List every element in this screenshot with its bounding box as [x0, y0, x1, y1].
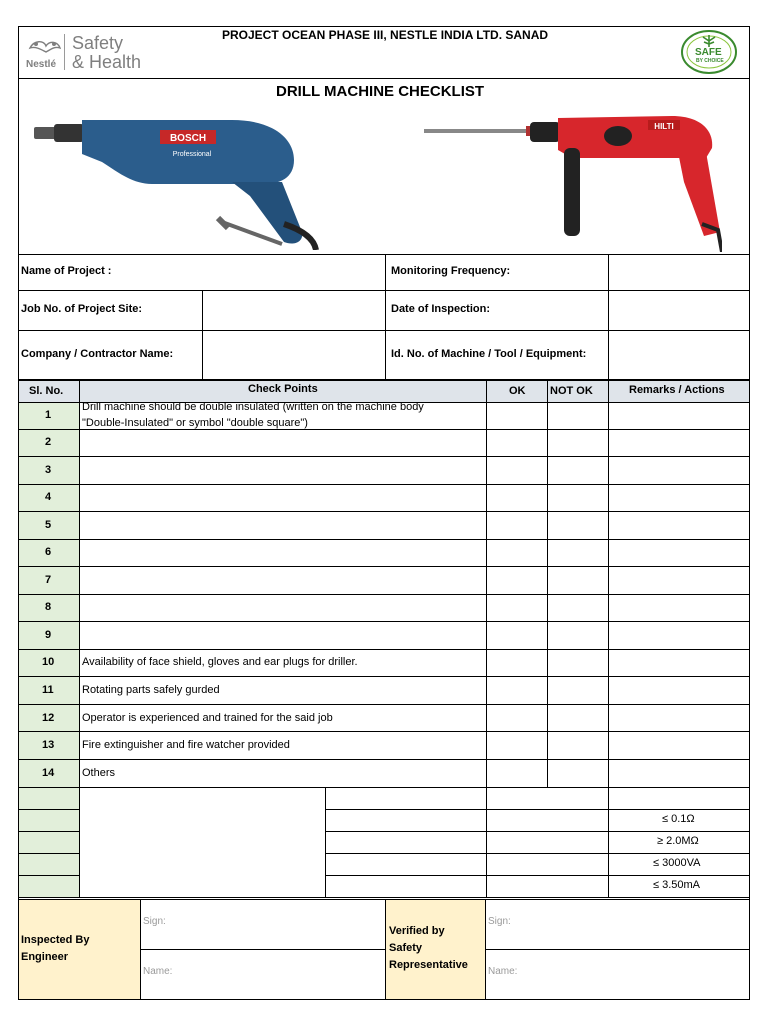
measurement-cell[interactable] [486, 809, 609, 832]
table-row-remarks[interactable] [608, 456, 750, 485]
name-of-project-label: Name of Project : [21, 265, 112, 277]
table-row-checkpoint [79, 456, 487, 485]
measurement-cell[interactable] [325, 831, 487, 854]
measurement-cell[interactable] [486, 853, 609, 876]
monitoring-frequency-label: Monitoring Frequency: [391, 265, 511, 277]
inspected-by-label: Inspected By Engineer [21, 934, 90, 963]
table-row-ok[interactable] [486, 594, 548, 622]
table-row-ok[interactable] [486, 429, 548, 457]
date-inspection-value[interactable] [608, 290, 750, 331]
table-row-notok[interactable] [547, 759, 609, 788]
table-row-remarks[interactable] [608, 731, 750, 760]
table-row-remarks[interactable] [608, 539, 750, 567]
table-row-checkpoint [79, 621, 487, 650]
measurement-cell[interactable] [486, 787, 609, 810]
extra-sl-cell [18, 875, 80, 898]
col-header-notok-label: NOT OK [550, 385, 593, 397]
table-row-checkpoint [79, 539, 487, 567]
logo-title-line2: & Health [72, 52, 142, 72]
table-row-notok[interactable] [547, 731, 609, 760]
table-row-remarks[interactable] [608, 621, 750, 650]
measurement-cell[interactable] [325, 787, 487, 810]
engineer-sign-field[interactable] [140, 899, 386, 950]
measurement-cell[interactable] [325, 853, 487, 876]
checkpoint-text: Operator is experienced and trained for the said job [82, 712, 333, 724]
table-row-remarks[interactable] [608, 594, 750, 622]
table-row-remarks[interactable] [608, 402, 750, 430]
row-number: 1 [45, 409, 52, 421]
logo-title-line1: Safety [72, 33, 124, 53]
row-number: 8 [45, 601, 52, 613]
table-row-remarks[interactable] [608, 704, 750, 732]
job-no-label: Job No. of Project Site: [21, 303, 143, 315]
table-row-notok[interactable] [547, 704, 609, 732]
table-row-ok[interactable] [486, 759, 548, 788]
limit-value: ≤ 0.1Ω [662, 813, 695, 825]
nestle-logo [24, 34, 68, 72]
row-number: 12 [42, 712, 55, 724]
checkpoint-text: Others [82, 767, 116, 779]
table-row-remarks[interactable] [608, 429, 750, 457]
table-row-ok[interactable] [486, 621, 548, 650]
row-number: 4 [45, 491, 52, 503]
table-row-ok[interactable] [486, 484, 548, 512]
date-inspection-label: Date of Inspection: [391, 303, 491, 315]
row-number: 13 [42, 739, 55, 751]
row-number: 5 [45, 519, 52, 531]
table-row-notok[interactable] [547, 594, 609, 622]
checkpoint-text: Drill machine should be double insulated (written on the machine body [82, 401, 424, 413]
drill-left-icon [32, 112, 322, 250]
badge-subtext: BY CHOICE [696, 58, 724, 64]
table-row-notok[interactable] [547, 649, 609, 677]
table-row-remarks[interactable] [608, 676, 750, 705]
company-label: Company / Contractor Name: [21, 348, 174, 360]
table-row-ok[interactable] [486, 731, 548, 760]
safe-by-choice-badge [680, 29, 738, 75]
table-row-remarks[interactable] [608, 511, 750, 540]
table-row-notok[interactable] [547, 511, 609, 540]
table-row-ok[interactable] [486, 566, 548, 595]
table-row-ok[interactable] [486, 676, 548, 705]
measurement-cell[interactable] [325, 809, 487, 832]
measurement-cell[interactable] [325, 875, 487, 898]
col-header-slno-label: Sl. No. [29, 385, 64, 397]
table-row-notok[interactable] [547, 676, 609, 705]
table-row-notok[interactable] [547, 429, 609, 457]
row-number: 7 [45, 574, 52, 586]
verified-by-label: Verified by Safety Representative [389, 925, 468, 971]
col-header-checkpoints-label: Check Points [248, 383, 318, 395]
bosch-sub-text: Professional [172, 151, 212, 158]
engineer-name-field[interactable] [140, 949, 386, 1000]
table-row-notok[interactable] [547, 539, 609, 567]
table-row-remarks[interactable] [608, 649, 750, 677]
badge-text: SAFE [695, 47, 722, 58]
table-row-checkpoint [79, 511, 487, 540]
table-row-notok[interactable] [547, 621, 609, 650]
company-value[interactable] [202, 330, 386, 380]
table-row-ok[interactable] [486, 539, 548, 567]
checklist-sheet [18, 26, 750, 1000]
checkpoint-text: Fire extinguisher and fire watcher provided [82, 739, 290, 751]
measurement-cell[interactable] [608, 787, 750, 810]
checkpoint-text-line2: "Double-Insulated" or symbol "double square") [82, 417, 308, 429]
machine-id-label: Id. No. of Machine / Tool / Equipment: [391, 348, 587, 360]
measurement-cell[interactable] [486, 875, 609, 898]
machine-id-value[interactable] [608, 330, 750, 380]
col-header-remarks-label: Remarks / Actions [629, 384, 725, 396]
table-row-notok[interactable] [547, 402, 609, 430]
bosch-brand-text: BOSCH [169, 133, 207, 144]
checkpoint-text: Rotating parts safely gurded [82, 684, 220, 696]
engineer-name-label: Name: [143, 966, 173, 977]
row-number: 6 [45, 546, 52, 558]
row-number: 14 [42, 767, 55, 779]
table-row-checkpoint [79, 594, 487, 622]
table-row-ok[interactable] [486, 402, 548, 430]
table-row-checkpoint [79, 429, 487, 457]
table-row-notok[interactable] [547, 484, 609, 512]
monitoring-frequency-value[interactable] [608, 254, 750, 291]
table-row-remarks[interactable] [608, 484, 750, 512]
safety-sign-field[interactable] [485, 899, 750, 950]
job-no-value[interactable] [202, 290, 386, 331]
safety-name-field[interactable] [485, 949, 750, 1000]
table-row-ok[interactable] [486, 704, 548, 732]
extra-sl-cell [18, 787, 80, 810]
row-number: 3 [45, 464, 52, 476]
table-row-checkpoint [79, 484, 487, 512]
safety-sign-label: Sign: [488, 916, 511, 927]
table-row-remarks[interactable] [608, 759, 750, 788]
row-number: 11 [42, 684, 54, 696]
row-number: 9 [45, 629, 52, 641]
drill-right-icon [422, 112, 722, 252]
row-number: 2 [45, 436, 52, 448]
limit-value: ≥ 2.0MΩ [657, 835, 699, 847]
row-number: 10 [42, 656, 55, 668]
table-row-ok[interactable] [486, 456, 548, 485]
engineer-sign-label: Sign: [143, 916, 166, 927]
hilti-brand-text: HILTI [654, 122, 674, 131]
table-row-ok[interactable] [486, 649, 548, 677]
project-line: PROJECT OCEAN PHASE III, NESTLE INDIA LTD. SANAD [222, 28, 549, 42]
bosch-drill-image [32, 112, 322, 250]
table-row-notok[interactable] [547, 566, 609, 595]
measurement-blank-area[interactable] [79, 787, 326, 898]
table-row-notok[interactable] [547, 456, 609, 485]
table-row-checkpoint [79, 566, 487, 595]
checkpoint-text: Availability of face shield, gloves and ear plugs for driller. [82, 656, 358, 668]
extra-sl-cell [18, 853, 80, 876]
col-header-ok-label: OK [509, 385, 526, 397]
page-title: DRILL MACHINE CHECKLIST [276, 83, 485, 100]
table-row-checkpoint [79, 759, 487, 788]
measurement-cell[interactable] [486, 831, 609, 854]
safety-name-label: Name: [488, 966, 518, 977]
hilti-drill-image [422, 112, 722, 252]
nestle-wordmark: Nestlé [26, 59, 57, 70]
extra-sl-cell [18, 831, 80, 854]
limit-value: ≤ 3000VA [653, 857, 701, 869]
logo-divider [64, 34, 65, 70]
table-row-remarks[interactable] [608, 566, 750, 595]
limit-value: ≤ 3.50mA [653, 879, 701, 891]
extra-sl-cell [18, 809, 80, 832]
table-row-ok[interactable] [486, 511, 548, 540]
